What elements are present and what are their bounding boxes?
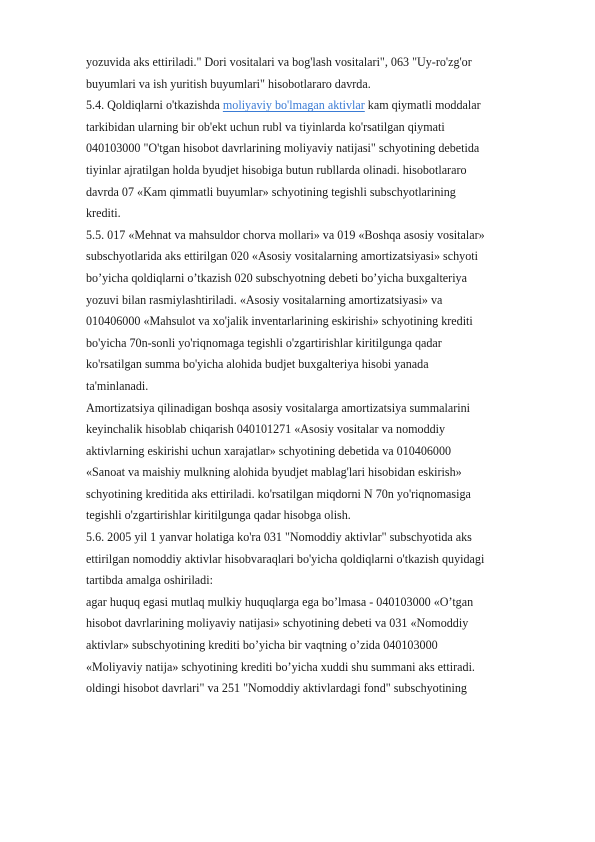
text-line: agar huquq egasi mutlaq mulkiy huquqlarga ega bo’lmasa - 040103000 «O’tgan: [86, 594, 474, 609]
text-line: 040103000 "O'tgan hisobot davrlarining moliyaviy natijasi" schyotining debetida: [86, 141, 480, 156]
text-line: oldingi hisobot davrlari" va 251 "Nomoddiy aktivlardagi fond" subschyotining: [86, 681, 467, 696]
document-body: [86, 52, 556, 700]
text-line: 010406000 «Mahsulot va xo'jalik inventarlarining eskirishi» schyotining krediti: [86, 314, 473, 329]
text-segment: kam qiymatli moddalar: [364, 98, 481, 113]
text-line: buyumlari va ish yuritish buyumlari" hisobotlararo davrda.: [86, 76, 371, 91]
text-line: ta'minlanadi.: [86, 378, 149, 393]
text-line: hisobot davrlarining moliyaviy natijasi» schyotining debeti va 031 «Nomoddiy: [86, 616, 469, 631]
text-line-with-link: [86, 95, 556, 117]
text-line: bo’yicha qoldiqlarni o’tkazish 020 subschyotning debeti bo’yicha buxgalteriya: [86, 270, 467, 285]
hyperlink-moliyaviy-bolmagan-aktivlar[interactable]: moliyaviy bo'lmagan aktivlar: [222, 98, 365, 113]
text-line: aktivlarning eskirishi uchun xarajatlar» schyotining debetida va 010406000: [86, 443, 452, 458]
text-line: tarkibidan ularning bir ob'ekt uchun rubl va tiyinlarda ko'rsatilgan qiymati: [86, 119, 445, 134]
text-line: 5.5. 017 «Mehnat va mahsuldor chorva mollari» va 019 «Boshqa asosiy vositalar»: [86, 227, 485, 242]
text-line: 5.6. 2005 yil 1 yanvar holatiga ko'ra 031 "Nomoddiy aktivlar" subschyotida aks: [86, 530, 472, 545]
text-line: «Sanoat va maishiy mulkning alohida byudjet mablag'lari hisobidan eskirish»: [86, 465, 462, 480]
text-line: subschyotlarida aks ettirilgan 020 «Asosiy vositalarning amortizatsiyasi» schyoti: [86, 249, 478, 264]
text-segment: 5.4. Qoldiqlarni o'tkazishda: [86, 98, 223, 113]
text-line: ettirilgan nomoddiy aktivlar hisobvaraqlari bo'yicha qoldiqlarni o'tkazish quyidagi: [86, 551, 485, 566]
text-line: «Moliyaviy natija» schyotining krediti bo’yicha xuddi shu summani aks ettiradi.: [86, 659, 475, 674]
text-line: schyotining kreditida aks ettiriladi. ko'rsatilgan miqdorni N 70n yo'riqnomasiga: [86, 486, 471, 501]
text-line: Amortizatsiya qilinadigan boshqa asosiy vositalarga amortizatsiya summalarini: [86, 400, 471, 415]
text-line: krediti.: [86, 206, 121, 221]
text-line: aktivlar» subschyotining krediti bo’yicha bir vaqtning o’zida 040103000: [86, 638, 438, 653]
text-line: davrda 07 «Kam qimmatli buyumlar» schyotining tegishli subschyotlarining: [86, 184, 456, 199]
text-line: tartibda amalga oshiriladi:: [86, 573, 213, 588]
text-line: yozuvi bilan rasmiylashtiriladi. «Asosiy vositalarning amortizatsiyasi» va: [86, 292, 443, 307]
text-line: bo'yicha 70n-sonli yo'riqnomaga tegishli o'zgartirishlar kiritilgunga qadar: [86, 335, 442, 350]
text-line: keyinchalik hisoblab chiqarish 040101271 «Asosiy vositalar va nomoddiy: [86, 422, 446, 437]
text-line: ko'rsatilgan summa bo'yicha alohida budjet buxgalteriya hisobi yanada: [86, 357, 429, 372]
text-line: yozuvida aks ettiriladi." Dori vositalari va bog'lash vositalari", 063 "Uy-ro'zg'or: [86, 55, 472, 69]
text-line: tegishli o'zgartirishlar kiritilgunga qadar hisobga olish.: [86, 508, 351, 523]
text-line: tiyinlar ajratilgan holda byudjet hisobiga butun rubllarda olinadi. hisobotlararo: [86, 162, 467, 177]
